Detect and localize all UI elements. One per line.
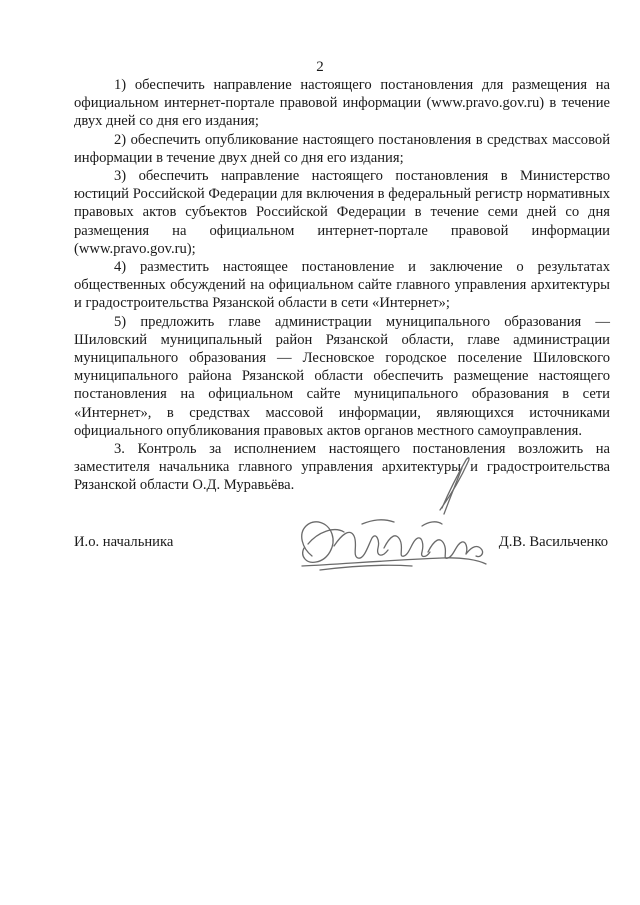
paragraph-item-5: 5) предложить главе администрации муниципального образования — Шиловский муниципальный район Рязанской области, главе администрации муниципального образования — Лесновское городское поселение Шиловского муниципального района Рязанской области обеспечить размещение настоящего постановления на официальном сайте муниципального образования в сети «Интернет», в средствах массовой информации, являющихся источниками официального опубликования правовых актов органов местного самоуправления. [74, 313, 610, 439]
signatory-position: И.о. начальника [74, 534, 174, 550]
paragraph-control-clause: 3. Контроль за исполнением настоящего постановления возложить на заместителя начальника главного управления архитектуры и градостроительства Рязанской области О.Д. Муравьёва. [74, 441, 610, 494]
page-number: 2 [316, 59, 324, 75]
paragraph-item-4: 4) разместить настоящее постановление и заключение о результатах общественных обсуждений на официальном сайте главного управления архитектуры и градостроительства Рязанской области в сети «Интернет»; [74, 259, 610, 312]
signature-block [74, 528, 610, 568]
paragraph-item-1: 1) обеспечить направление настоящего постановления для размещения на официальном интернет-портале правовой информации (www.pravo.gov.ru) в течение двух дней со дня его издания; [74, 77, 610, 130]
document-body [74, 76, 610, 495]
paragraph-item-3: 3) обеспечить направление настоящего постановления в Министерство юстиций Российской Федерации для включения в федеральный регистр нормативных правовых актов субъектов Российской Федерации в течение семи дней со дня размещения на официальном интернет-портале правовой информации (www.pravo.gov.ru); [74, 168, 610, 257]
signatory-name: Д.В. Васильченко [498, 534, 608, 550]
paragraph-item-2: 2) обеспечить опубликование настоящего постановления в средствах массовой информации в течение двух дней со дня его издания; [74, 131, 610, 166]
